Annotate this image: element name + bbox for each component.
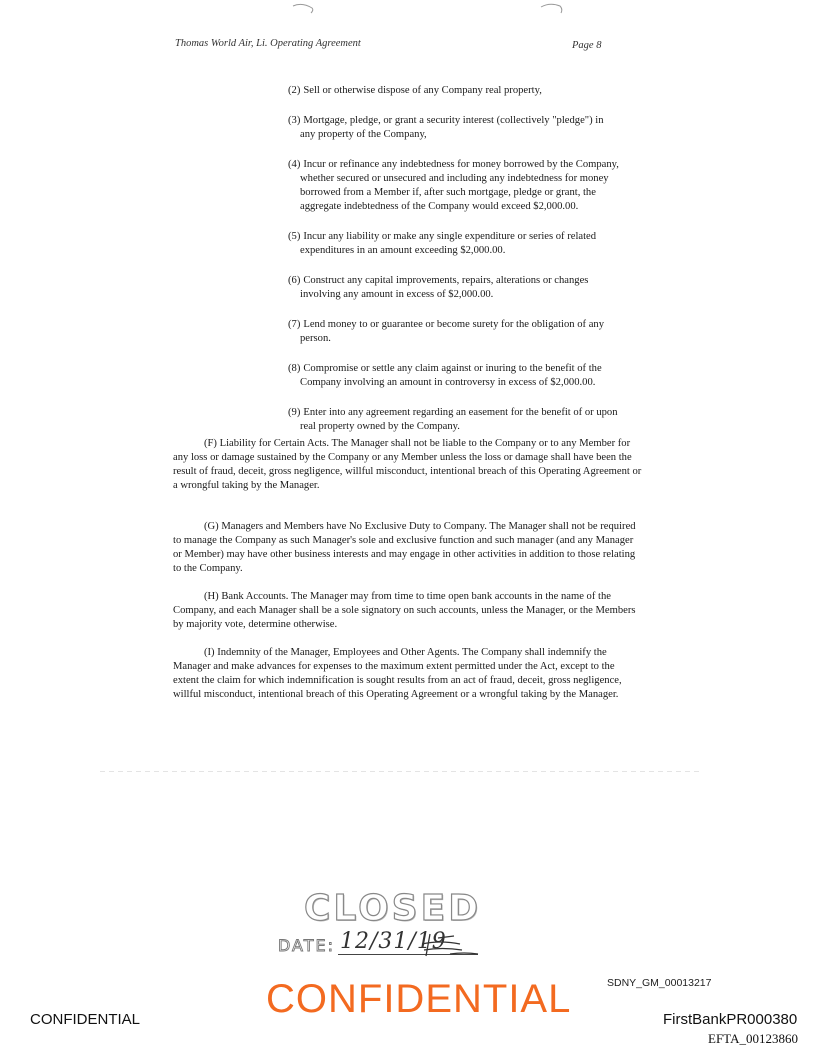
bates-number-sdny: SDNY_GM_00013217 xyxy=(607,977,712,989)
stamp-date-value: 12/31/19 xyxy=(340,929,447,954)
list-item xyxy=(288,230,620,258)
list-item-number: (7) xyxy=(288,319,301,330)
paragraph-bank-accounts: (H) Bank Accounts. The Manager may from time to time open bank accounts in the name of the Company, and each Manager shall be a sole signatory on such accounts, unless the Manager, or the Members by majority vote, determine otherwise. xyxy=(173,591,636,630)
list-item-number: (6) xyxy=(288,275,301,286)
list-item-text: Mortgage, pledge, or grant a security interest (collectively "pledge") in any property of the Company, xyxy=(300,115,604,140)
scan-artifact-line xyxy=(100,771,700,772)
list-item-text: Incur any liability or make any single expenditure or series of related expenditures in an amount exceeding $2,000.00. xyxy=(300,231,597,256)
handwritten-initials xyxy=(420,930,480,958)
page-number: Page 8 xyxy=(572,40,602,51)
restricted-actions-list xyxy=(288,84,620,450)
list-item xyxy=(288,318,620,346)
list-item xyxy=(288,114,620,142)
list-item-number: (8) xyxy=(288,363,301,374)
scan-artifact-mark xyxy=(540,2,564,14)
list-item-text: Construct any capital improvements, repairs, alterations or changes involving any amount in excess of $2,000.00. xyxy=(300,275,589,300)
list-item-number: (2) xyxy=(288,85,301,96)
confidential-watermark: CONFIDENTIAL xyxy=(266,977,572,1021)
stamp-closed-text: CLOSED xyxy=(304,888,482,929)
list-item-number: (9) xyxy=(288,407,301,418)
list-item-text: Incur or refinance any indebtedness for money borrowed by the Company, whether secured or unsecured and including any indebtedness for money borrowed from a Member if, after such mortgage, pledge or grant, the aggregate indebtedness of the Company would exceed $2,000.00. xyxy=(300,159,619,212)
list-item-number: (5) xyxy=(288,231,301,242)
list-item-number: (3) xyxy=(288,115,301,126)
paragraph-liability: (F) Liability for Certain Acts. The Manager shall not be liable to the Company or to any Member for any loss or damage sustained by the Company or any Member unless the loss or damage shall have been the result of fraud, deceit, gross negligence, willful misconduct, intentional breach of this Operating Agreement or a wrongful taking by the Manager. xyxy=(173,438,642,491)
list-item-text: Sell or otherwise dispose of any Company real property, xyxy=(303,85,542,96)
list-item xyxy=(288,274,620,302)
list-item xyxy=(288,158,620,214)
list-item-text: Lend money to or guarantee or become surety for the obligation of any person. xyxy=(300,319,605,344)
efta-number: EFTA_00123860 xyxy=(708,1031,798,1046)
list-item xyxy=(288,84,620,98)
paragraph-indemnity: (I) Indemnity of the Manager, Employees and Other Agents. The Company shall indemnify the Manager and make advances for expenses to the maximum extent permitted under the Act, except to the extent the claim for which indemnification is sought results from an act of fraud, deceit, gross negligence, willful misconduct, intentional breach of this Operating Agreement or a wrongful taking by the Manager. xyxy=(173,647,622,700)
list-item-number: (4) xyxy=(288,159,301,170)
bates-number-firstbank: FirstBankPR000380 xyxy=(663,1011,798,1028)
closed-stamp xyxy=(278,888,488,968)
confidential-label: CONFIDENTIAL xyxy=(30,1011,141,1028)
scan-artifact-mark xyxy=(292,2,316,14)
list-item xyxy=(288,362,620,390)
list-item-text: Compromise or settle any claim against or inuring to the benefit of the Company involving an amount in controversy in excess of $2,000.00. xyxy=(300,363,602,388)
list-item xyxy=(288,406,620,434)
stamp-date-label: DATE: xyxy=(278,936,336,955)
paragraph-no-exclusive-duty: (G) Managers and Members have No Exclusive Duty to Company. The Manager shall not be required to manage the Company as such Manager's sole and exclusive function and such manager (and any Manager or Member) may have other business interests and may engage in other activities in addition to those relating to the Company. xyxy=(173,521,636,574)
document-header-title: Thomas World Air, Li. Operating Agreement xyxy=(175,38,361,49)
list-item-text: Enter into any agreement regarding an easement for the benefit of or upon real property owned by the Company. xyxy=(300,407,618,432)
